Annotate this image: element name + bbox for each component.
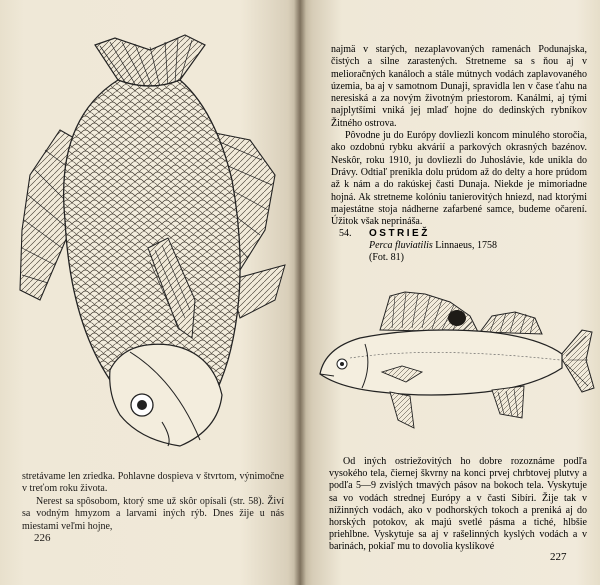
right-page-text-top <box>331 44 587 228</box>
paragraph: stretávame len zriedka. Pohlavne dospieva v štvrtom, výnimočne v treťom roku života. <box>22 471 284 495</box>
left-page-text <box>22 471 284 533</box>
book-gutter <box>294 0 306 585</box>
paragraph: Pôvodne ju do Európy dovliezli koncom minulého storočia, ako ozdobnú rybku akvárií a parkových okrasných bazénov. Neskôr, roku 1910, ju dovliezli do Juhoslávie, kde unikla do Drávy. Odtiaľ prenikla dolu prúdom až do delty a hore prúdom až k nám a do rakúskej časti Dunaja. Niekde je mimoriadne hojná. Ak stretneme kolóniu tanierovitých hniezd, nad ktorými majestátne stoja nádherne zafarbené samce, budeme očarení. Úžitok však neprináša. <box>331 130 587 228</box>
species-author: Linnaeus, 1758 <box>435 240 497 251</box>
paragraph: najmä v starých, nezaplavovaných ramenách Podunajska, čistých a silne zarastených. Stretneme sa s ňou aj v melioračných kanáloch a stále mútnych vodách zaplavovaného územia, ba aj v samotnom Dunaji, spravidla len v čase ťahu na neresiská a za novým životným priestorom. Kanálmi, aj tými najplytšími vniká jej mlaď hojne do dedinských rybníkov Žitného ostrova. <box>331 44 587 129</box>
page-number-right: 227 <box>550 551 567 563</box>
paragraph: Nerest sa spôsobom, ktorý sme už skôr opísali (str. 58). Živí sa vodným hmyzom a larvami iných rýb. Dnes žije u nás miestami veľmi hojne, <box>22 495 284 532</box>
right-page-text-bottom <box>329 456 587 554</box>
species-latin <box>369 240 497 253</box>
sunfish-illustration <box>0 0 300 470</box>
perch-illustration <box>310 288 600 438</box>
latin-name: Perca fluviatilis <box>369 240 433 251</box>
page-number-left: 226 <box>34 532 51 544</box>
species-name: OSTRIEŽ <box>369 228 430 239</box>
paragraph: Od iných ostriežovitých ho dobre rozoznáme podľa vysokého tela, čiernej škvrny na konci prvej chrbtovej plutvy a podľa 5—9 zvislých tmavých pásov na bokoch tela. Vyskytuje sa vo vodách strednej Európy a v časti Sibíri. Žije tak v nížinných vodách, ako v podhorských tokoch a preniká aj do horských potokov, ak majú svetlé pásma a tiché, hlbšie priehlbne. Vyskytuje sa aj v rašelinných kyslých vodách a v barinách, pokiaľ mu to dovolia kyslíkové <box>329 456 587 553</box>
photo-reference: (Fot. 81) <box>369 252 404 263</box>
species-number: 54. <box>339 228 352 239</box>
